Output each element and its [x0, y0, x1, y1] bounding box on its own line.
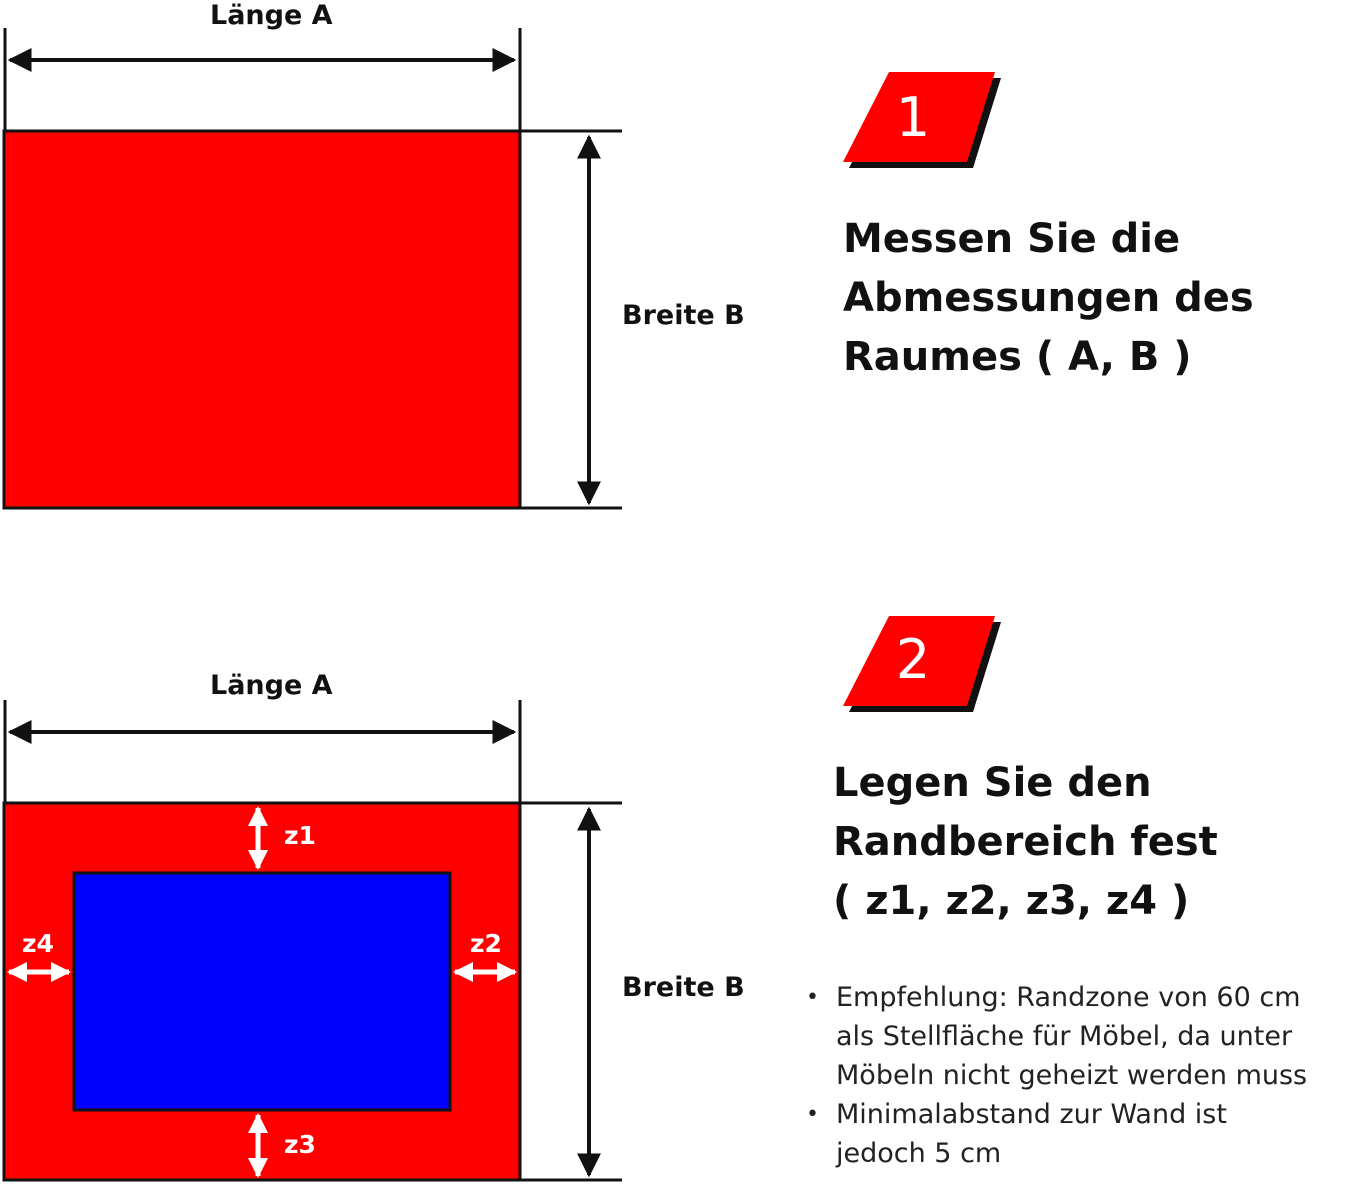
- step-1-heading: [843, 210, 1254, 387]
- bullet-icon: •: [806, 1102, 819, 1127]
- width-label-2: Breite B: [622, 972, 745, 1003]
- step-1-heading-line: Messen Sie die: [843, 216, 1181, 262]
- step-2-heading-line: Legen Sie den: [833, 760, 1152, 806]
- note-line: als Stellfläche für Möbel, da unter: [836, 1021, 1293, 1052]
- diagram-1: [4, 28, 622, 508]
- note-line: Empfehlung: Randzone von 60 cm: [836, 982, 1301, 1013]
- step-2-heading-line: ( z1, z2, z3, z4 ): [833, 878, 1190, 924]
- z2-label: z2: [470, 929, 502, 958]
- step-2-heading: [833, 754, 1218, 931]
- width-label-1: Breite B: [622, 300, 745, 331]
- z3-label: z3: [284, 1130, 316, 1159]
- step-2-heading-line: Randbereich fest: [833, 819, 1218, 865]
- room-rect-1: [4, 131, 520, 508]
- heated-area-rect: [74, 873, 450, 1110]
- bullet-icon: •: [806, 985, 819, 1010]
- note-recommendation: [806, 978, 1366, 1095]
- diagram-2: [4, 700, 622, 1180]
- note-minimum-distance: [806, 1095, 1366, 1173]
- note-line: Minimalabstand zur Wand ist: [836, 1099, 1227, 1130]
- step-1-number: 1: [895, 86, 931, 149]
- step-2-number: 2: [895, 628, 931, 691]
- z4-label: z4: [22, 929, 54, 958]
- length-label-2: Länge A: [210, 670, 333, 701]
- note-line: Möbeln nicht geheizt werden muss: [836, 1060, 1308, 1091]
- step-1-heading-line: Raumes ( A, B ): [843, 334, 1192, 380]
- step-2-badge: [843, 616, 1003, 716]
- step-2-notes: [806, 978, 1366, 1173]
- note-line: jedoch 5 cm: [836, 1138, 1002, 1169]
- length-label-1: Länge A: [210, 0, 333, 31]
- step-1-badge: [843, 72, 1003, 172]
- step-1-heading-line: Abmessungen des: [843, 275, 1254, 321]
- z1-label: z1: [284, 821, 316, 850]
